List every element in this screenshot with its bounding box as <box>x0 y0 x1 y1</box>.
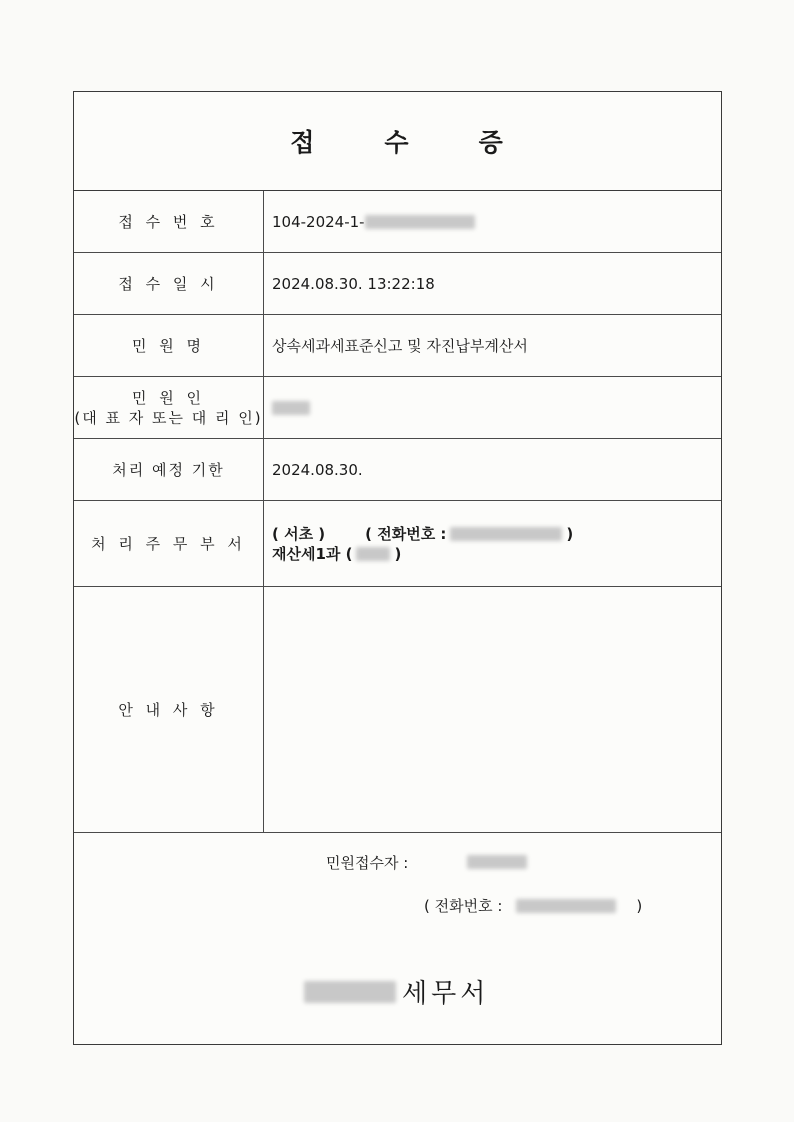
row-deadline <box>74 439 721 501</box>
deadline-value: 2024.08.30. <box>272 460 363 479</box>
department-label: 처 리 주 무 부 서 <box>74 501 264 586</box>
petitioner-label-main: 민 원 인 <box>131 388 205 407</box>
row-petitioner <box>74 377 721 439</box>
guidance-value <box>264 587 721 832</box>
receipt-number-redacted <box>365 215 475 229</box>
department-office: ( 서초 ) <box>272 524 326 543</box>
receipt-datetime-value: 2024.08.30. 13:22:18 <box>272 274 435 293</box>
receipt-number-value <box>264 191 721 252</box>
receiver-label: 민원접수자 : <box>326 854 409 872</box>
row-receipt-number <box>74 191 721 253</box>
footer <box>74 833 721 1046</box>
department-division: 재산세1과 ( <box>272 544 353 563</box>
tax-office <box>304 973 489 1010</box>
document-title <box>74 92 721 191</box>
department-division-redacted <box>356 547 390 561</box>
receiver-phone-redacted <box>516 899 616 913</box>
deadline-label: 처리 예정 기한 <box>74 439 264 500</box>
petition-name-label: 민 원 명 <box>74 315 264 376</box>
receiver-phone-open: ( 전화번호 : <box>424 897 503 915</box>
receipt-certificate <box>73 91 722 1045</box>
petitioner-label-sub: (대 표 자 또는 대 리 인) <box>74 408 263 427</box>
tax-office-redacted <box>304 981 396 1003</box>
department-value <box>264 501 721 586</box>
petitioner-value <box>264 377 721 438</box>
title-char-2: 수 <box>384 128 411 157</box>
petition-name-value: 상속세과세표준신고 및 자진납부계산서 <box>272 336 528 355</box>
title-char-1: 접 <box>290 128 317 157</box>
guidance-label: 안 내 사 항 <box>74 587 264 832</box>
row-petition-name <box>74 315 721 377</box>
row-receipt-datetime <box>74 253 721 315</box>
department-division-close: ) <box>394 544 402 563</box>
petitioner-redacted <box>272 401 310 415</box>
title-char-3: 증 <box>478 128 505 157</box>
department-phone-redacted <box>450 527 562 541</box>
receipt-number-label: 접 수 번 호 <box>74 191 264 252</box>
receipt-datetime-label: 접 수 일 시 <box>74 253 264 314</box>
receipt-number-prefix: 104-2024-1- <box>272 212 365 231</box>
receiver-phone <box>424 895 642 916</box>
department-phone-close: ) <box>566 524 574 543</box>
department-phone-open: ( 전화번호 : <box>365 524 447 543</box>
petitioner-label <box>74 377 264 438</box>
row-guidance <box>74 587 721 833</box>
tax-office-suffix: 세무서 <box>402 979 490 1009</box>
row-department <box>74 501 721 587</box>
receiver-phone-close: ) <box>636 896 643 915</box>
receiver-redacted <box>467 855 527 869</box>
